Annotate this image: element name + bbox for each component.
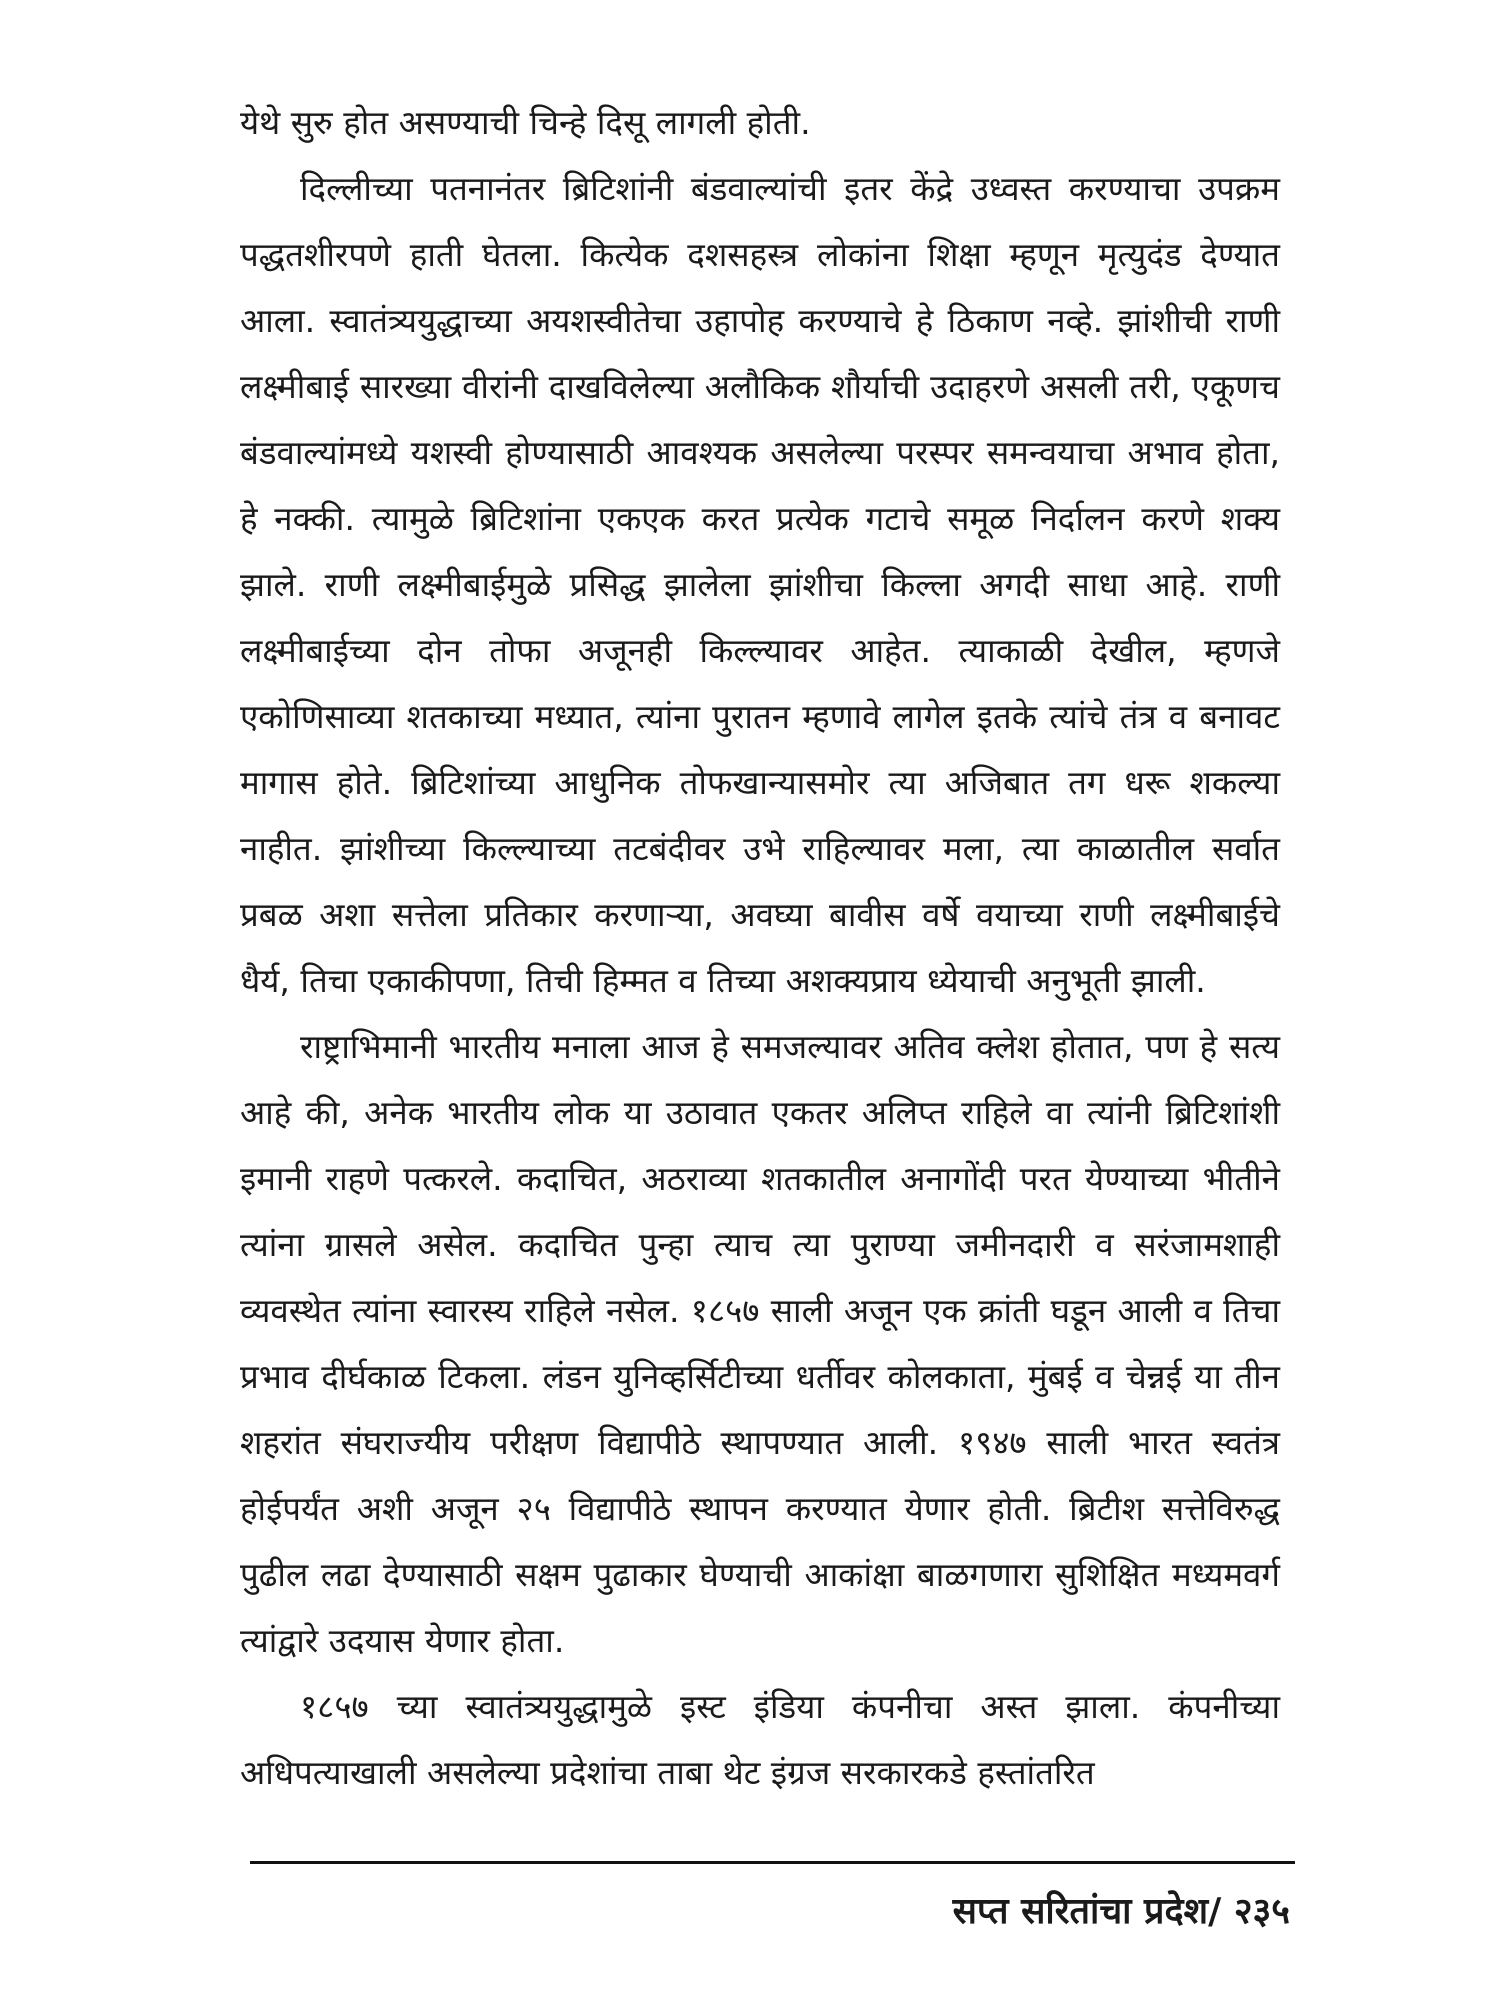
page-number: २३५ — [1233, 1891, 1290, 1932]
footer-rule — [250, 1861, 1295, 1864]
paragraph-continuation: येथे सुरु होत असण्याची चिन्हे दिसू लागली होती. — [240, 103, 811, 142]
footer-separator: / — [1208, 1891, 1222, 1932]
paragraph: दिल्लीच्या पतनानंतर ब्रिटिशांनी बंडवाल्यांची इतर केंद्रे उध्वस्त करण्याचा उपक्रम पद्धतशीरपणे हाती घेतला. कित्येक दशसहस्त्र लोकांना शिक्षा म्हणून मृत्युदंड देण्यात आला. स्वातंत्र्ययुद्धाच्या अयशस्वीतेचा उहापोह करण्याचे हे ठिकाण नव्हे. झांशीची राणी लक्ष्मीबाई सारख्या वीरांनी दाखविलेल्या अलौकिक शौर्याची उदाहरणे असली तरी, एकूणच बंडवाल्यांमध्ये यशस्वी होण्यासाठी आवश्यक असलेल्या परस्पर समन्वयाचा अभाव होता, हे नक्की. त्यामुळे ब्रिटिशांना एकएक करत प्रत्येक गटाचे समूळ निर्दालन करणे शक्य झाले. राणी लक्ष्मीबाईमुळे प्रसिद्ध झालेला झांशीचा किल्ला अगदी साधा आहे. राणी लक्ष्मीबाईच्या दोन तोफा अजूनही किल्ल्यावर आहेत. त्याकाळी देखील, म्हणजे एकोणिसाव्या शतकाच्या मध्यात, त्यांना पुरातन म्हणावे लागेल इतके त्यांचे तंत्र व बनावट मागास होते. ब्रिटिशांच्या आधुनिक तोफखान्यासमोर त्या अजिबात तग धरू शकल्या नाहीत. झांशीच्या किल्ल्याच्या तटबंदीवर उभे राहिल्यावर मला, त्या काळातील सर्वात प्रबळ अशा सत्तेला प्रतिकार करणाऱ्या, अवघ्या बावीस वर्षे वयाच्या राणी लक्ष्मीबाईचे धैर्य, तिचा एकाकीपणा, तिची हिम्मत व तिच्या अशक्यप्राय ध्येयाची अनुभूती झाली. — [240, 169, 1280, 1000]
paragraph: राष्ट्राभिमानी भारतीय मनाला आज हे समजल्यावर अतिव क्लेश होतात, पण हे सत्य आहे की, अनेक भारतीय लोक या उठावात एकतर अलिप्त राहिले वा त्यांनी ब्रिटिशांशी इमानी राहणे पत्करले. कदाचित, अठराव्या शतकातील अनागोंदी परत येण्याच्या भीतीने त्यांना ग्रासले असेल. कदाचित पुन्हा त्याच त्या पुराण्या जमीनदारी व सरंजामशाही व्यवस्थेत त्यांना स्वारस्य राहिले नसेल. १८५७ साली अजून एक क्रांती घडून आली व तिचा प्रभाव दीर्घकाळ टिकला. लंडन युनिव्हर्सिटीच्या धर्तीवर कोलकाता, मुंबई व चेन्नई या तीन शहरांत संघराज्यीय परीक्षण विद्यापीठे स्थापण्यात आली. १९४७ साली भारत स्वतंत्र होईपर्यंत अशी अजून २५ विद्यापीठे स्थापन करण्यात येणार होती. ब्रिटीश सत्तेविरुद्ध पुढील लढा देण्यासाठी सक्षम पुढाकार घेण्याची आकांक्षा बाळगणारा सुशिक्षित मध्यमवर्ग त्यांद्वारे उदयास येणार होता. — [240, 1027, 1280, 1660]
page-body — [240, 90, 1280, 1806]
book-title: सप्त सरितांचा प्रदेश — [952, 1891, 1209, 1932]
page-footer — [953, 1885, 1290, 1934]
paragraph: १८५७ च्या स्वातंत्र्ययुद्धामुळे इस्ट इंडिया कंपनीचा अस्त झाला. कंपनीच्या अधिपत्याखाली असलेल्या प्रदेशांचा ताबा थेट इंग्रज सरकारकडे हस्तांतरित — [240, 1687, 1280, 1792]
